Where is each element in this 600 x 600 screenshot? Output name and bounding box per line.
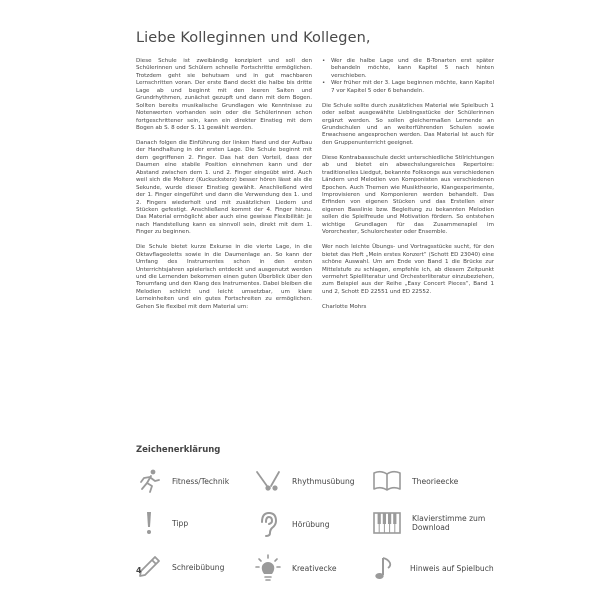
- paragraph: Danach folgen die Einführung der linken Hand und der Aufbau der Handhaltung in der ersten Lage. Die Schule beginnt mit dem gegriffenen 2. Finger. Das hat den Vorteil, dass der Daumen eine stabile Position einnehmen kann und der Abstand zwischen dem 1. und 2. Finger eingeübt wird. Auch weil sich die Molterz (Kuckucksterz) besser hören lässt als die Sekunde, wurde dieser Einstieg gewählt. Anschließend wird der 1. Finger eingeführt und dann die Verwendung des 1. und 2. Fingers wiederholt und mit zusätzlichen Liedern und Stücken gefestigt. Anschließend kommt der 4. Finger hinzu. Das Material ermöglicht aber auch eine gewisse Flexibilität: Je nach Handstellung kann es sinnvoll sein, direkt mit dem 1. Finger zu beginnen.: [136, 139, 312, 236]
- page-title: Liebe Kolleginnen und Kollegen,: [136, 30, 371, 46]
- lightbulb-icon: [254, 554, 282, 582]
- legend-label: Tipp: [172, 518, 189, 528]
- legend-item-rhythm: [254, 468, 355, 494]
- legend-label: Kreativecke: [292, 563, 337, 573]
- legend-item-playbook: [372, 554, 494, 582]
- legend-label: Theorieecke: [412, 476, 459, 486]
- exclamation-icon: [136, 510, 162, 536]
- legend-item-listening: [254, 510, 330, 538]
- legend-label: Klavierstimme zum Download: [412, 514, 486, 532]
- legend-title: Zeichenerklärung: [136, 445, 221, 455]
- legend-item-tip: [136, 510, 188, 536]
- bullet-item: [322, 80, 494, 95]
- rhythm-sticks-icon: [254, 468, 282, 494]
- legend-label: Hörübung: [292, 519, 330, 529]
- paragraph: Wer noch leichte Übungs- und Vortragsstücke sucht, für den bietet das Heft „Mein erstes Konzert“ (Schott ED 23040) eine schöne Auswahl. Um am Ende von Band 1 die Brücke zur Mittelstufe zu schlagen, empfehle ich, ab diesem Zeitpunkt vermehrt Spielliteratur und Orchesterliteratur einzubeziehen, zum Beispiel aus der Reihe „Easy Concert Pieces“, Band 1 und 2, Schott ED 22551 und ED 22552.: [322, 244, 494, 295]
- legend-item-piano: [372, 510, 502, 536]
- bullet-list: [322, 58, 494, 95]
- runner-icon: [136, 468, 162, 494]
- legend-label: Hinweis auf Spielbuch: [410, 563, 494, 573]
- signature: Charlotte Mohrs: [322, 303, 367, 310]
- bullet-text: Wer die halbe Lage und die B-Tonarten erst später behandeln möchte, kann Kapitel 5 nach hinten verschieben.: [331, 58, 494, 79]
- legend-item-creative: [254, 554, 337, 582]
- legend-item-writing: [136, 554, 224, 580]
- paragraph: Diese Kontrabassschule deckt unterschiedliche Stilrichtungen ab und bietet ein abwechslungsreiches Repertoire: traditionelles Liedgut, bekannte Folksongs aus verschiedenen Ländern und Melodien von Komponisten aus verschiedenen Epochen. Auch Themen wie Musiktheorie, Klangexperimente, Improvisieren und Komponieren werden behandelt. Das Erfinden von eigenen Stücken und das Erstellen einer eigenen Basslinie bzw. Begleitung zu bekannten Melodien sollen die Spielfreude und Motivation fördern. So entstehen wichtige Grundlagen für das Zusammenspiel im Vororchester, Schulorchester oder Ensemble.: [322, 154, 494, 236]
- ear-icon: [254, 510, 282, 538]
- legend-label: Rhythmusübung: [292, 476, 355, 486]
- page-number: 4: [136, 566, 142, 575]
- paragraph: Diese Schule ist zweibändig konzipiert und soll den Schülerinnen und Schülern schnelle Fortschritte ermöglichen. Trotzdem geht sie behutsam und in gut machbaren Lernschritten voran. Der erste Band deckt die halbe bis dritte Lage ab und beginnt mit den leeren Saiten und Grundrhythmen, zunächst gezupft und dann mit dem Bogen. Sollten bereits musikalische Grundlagen wie Kenntnisse zu Notenwerten vorhanden sein oder die Schülerinnen schon fortgeschrittener sein, kann ein direkter Einstieg mit dem Bogen ab S. 8 oder S. 11 gewählt werden.: [136, 58, 312, 132]
- music-note-icon: [372, 554, 400, 582]
- bullet-item: [322, 58, 494, 80]
- legend-item-fitness: [136, 468, 229, 494]
- keyboard-icon: [372, 510, 402, 536]
- left-column: [136, 58, 312, 319]
- legend-label: Schreibübung: [172, 562, 225, 572]
- open-book-icon: [372, 468, 402, 494]
- bullet-mark: •: [322, 80, 326, 87]
- right-column: [322, 58, 494, 319]
- bullet-text: Wer früher mit der 3. Lage beginnen möchte, kann Kapitel 7 vor Kapitel 5 oder 6 behandeln.: [331, 80, 494, 94]
- paragraph: Die Schule bietet kurze Exkurse in die vierte Lage, in die Oktavflageoletts sowie in die Daumenlage an. So kann der Umfang des Instrumentes schon in den ersten Unterrichtsjahren spielerisch entdeckt und ausgenutzt werden und die Lernenden bekommen einen guten Überblick über den Tonumfang und den Klang des Instrumentes. Dabei bleiben die Melodien schlicht und leicht umsetzbar, um klare Lerneinheiten und ein gutes Fortschreiten zu ermöglichen. Gehen Sie flexibel mit dem Material um:: [136, 244, 312, 310]
- bullet-mark: •: [322, 58, 326, 64]
- legend-item-theory: [372, 468, 458, 494]
- legend-label: Fitness/Technik: [172, 476, 230, 486]
- paragraph: Die Schule sollte durch zusätzliches Material wie Spielbuch 1 oder selbst ausgewählte Lieblingsstücke der Schülerinnen ergänzt werden. So sollen gleichermaßen Lernende an Grundschulen und an weiterführenden Schulen sowie Erwachsene angesprochen werden. Das Material ist auch für den Gruppenunterricht geeignet.: [322, 102, 494, 146]
